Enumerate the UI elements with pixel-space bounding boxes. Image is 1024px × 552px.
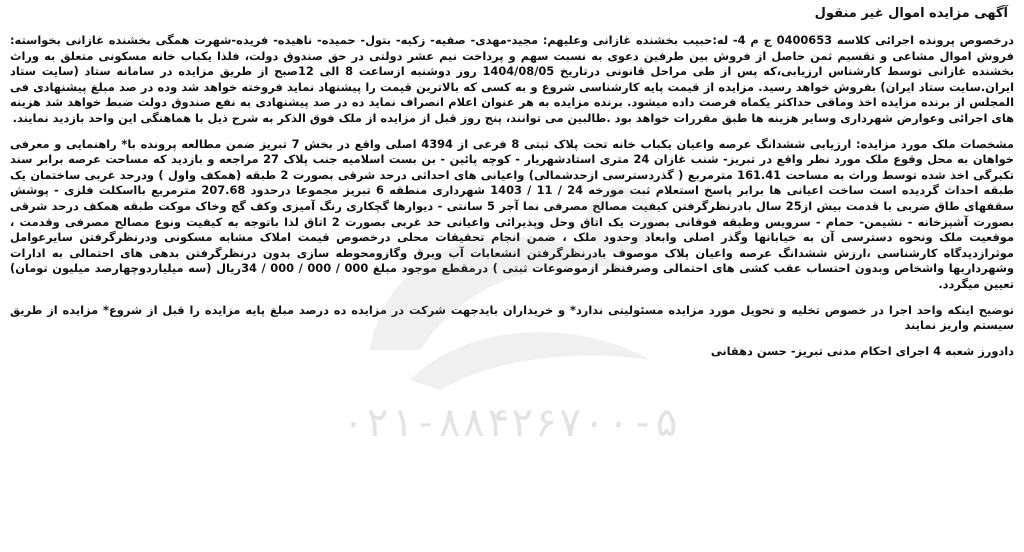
case-details-paragraph: درخصوص پرونده اجرائی کلاسه 0400653 ج م 4- له:حبیب بخشنده غازانی وعلیهم: مجید-مهدی- صفیه- زکیه- بتول- حمیده- ناهیده- فریده-شهرت همگی بخشنده غازانی بخواسته: فروش اموال مشاعی و تقسیم ثمن حاصل از فروش بین طرفین دعوی به نسبت سهم و پرداخت نیم عشر دولتی در حق صندوق دولت، فلذا یکباب خانه مسکونی متعلق به وراث بخشنده غازانی توسط کارشناس ارزیابی،که پس از طی مراحل قانونی درتاریخ 1404/08/05 روز دوشنبه ازساعت 8 الی 12صبح از طریق مزایده در سامانه ستاد (سایت ستاد ایران.سایت ستاد ایران) بفروش خواهد رسید. مزایده از قیمت پایه کارشناسی شروع و به کسی که بالاترین قیمت را پیشنهاد نماید فروخته خواهد شد وده در صد مبلغ پیشنهادی فی المجلس از برنده مزایده اخذ وماقی حداکثر یکماه فرصت داده میشود. برنده مزایده به هر عنوان اعلام انصراف نماید ده در صد پیشنهادی به نفع صندوق دولت ضبط خواهد شد هزینه های اجرائی وعوارض شهرداری وسایر هزینه ها طبق مقررات خواهد بود .طالبین می توانند، پنج روز قبل از مزایده از ملک فوق الذکر به شرح ذیل با هماهنگی این واحد بازدید نمایند.: [10, 33, 1015, 125]
watermark-phone: ۰۲۱-۸۸۴۲۶۷۰۰-۵: [341, 400, 679, 446]
terms-paragraph: توضیح اینکه واحد اجرا در خصوص تخلیه و تحویل مورد مزایده مسئولیتی ندارد* و خریداران بایدجهت شرکت در مزایده ده درصد مبلغ پایه مزایده را قبل از شروع* مزایده از طریق سیستم واریز نمایند: [10, 302, 1014, 333]
property-specs-paragraph: مشخصات ملک مورد مزایده: ارزیابی ششدانگ عرصه واعیان یکباب خانه تحت پلاک ثبتی 8 فرعی از 4394 اصلی واقع در بخش 7 تبریز ضمن مطالعه پرونده با* راهنمایی و معرفی خواهان به محل وقوع ملک مورد نظر واقع در تبریز- شنب غازان 24 متری استادشهریار - کوچه پائین - بن بست اسلامیه جنب پلاک 27 مراجعه و بازدید که مساحت عرصه برابر سند تکبرگی اخذ شده توسط وراث به مساحت 161.41 مترمربع ( گذردسترسی ازحدشمالی) واعیانی های احداثی درحد شرقی بصورت 2 طبقه (همکف واول ) ودرحد غربی ساختمان یک طبقه احداث گردیده است ساخت اعیانی ها برابر پاسخ استعلام ثبت مورخه 24 / 11 / 1403 شهرداری منطقه 6 تبریز مجموعا درحدود 207.68 مترمربع بااسکلت فلزی - پوشش سقفهای طاق ضربی با قدمت بیش از25 سال بادرنظرگرفتن کیفیت مصالح مصرفی نما آجر 5 سانتی - دیوارها گچکاری رنگ آمیزی وکف گچ وخاک موکت طبقه همکف درحد شرقی بصورت آشپزخانه - نشیمن- حمام - سرویس وطبقه فوقانی بصورت یک اتاق وحل وپذیرائی واعیانی حد غربی بصورت 2 اتاق لذا باتوجه به کیفیت ونوع مصالح مصرفی وقدمت ، موقعیت ملک ونحوه دسترسی آن به خیابانها وگذر اصلی وابعاد وحدود ملک ، ضمن انجام تحقیقات محلی درخصوص قیمت املاک مشابه مسکونی ودرنظرگرفتن سایرعوامل موثرازدیدگاه کارشناسی ،ارزش ششدانگ عرصه واعیان پلاک موصوف بادرنظرگرفتن انشعابات آب وبرق وگازومحوطه سازی بدون درنظرگرفتن بدهی های احتمالی به ادارات وشهرداریها واشخاص وبدون احتساب عقب کشی های احتمالی وصرفنظر ازموضوعات ثبتی ) درمقطع موجود مبلغ 000 / 000 / 000 / 34ریال (سه میلیاردوچهارصد میلیون تومان) تعیین میگردد.: [10, 136, 1015, 291]
auction-notice-document: [10, 6, 1014, 546]
signature-line: دادورز شعبه 4 اجرای احکام مدنی تبریز- حسن دهقانی: [710, 343, 1014, 358]
notice-title: آگهی مزایده اموال غیر منقول: [814, 6, 1008, 21]
